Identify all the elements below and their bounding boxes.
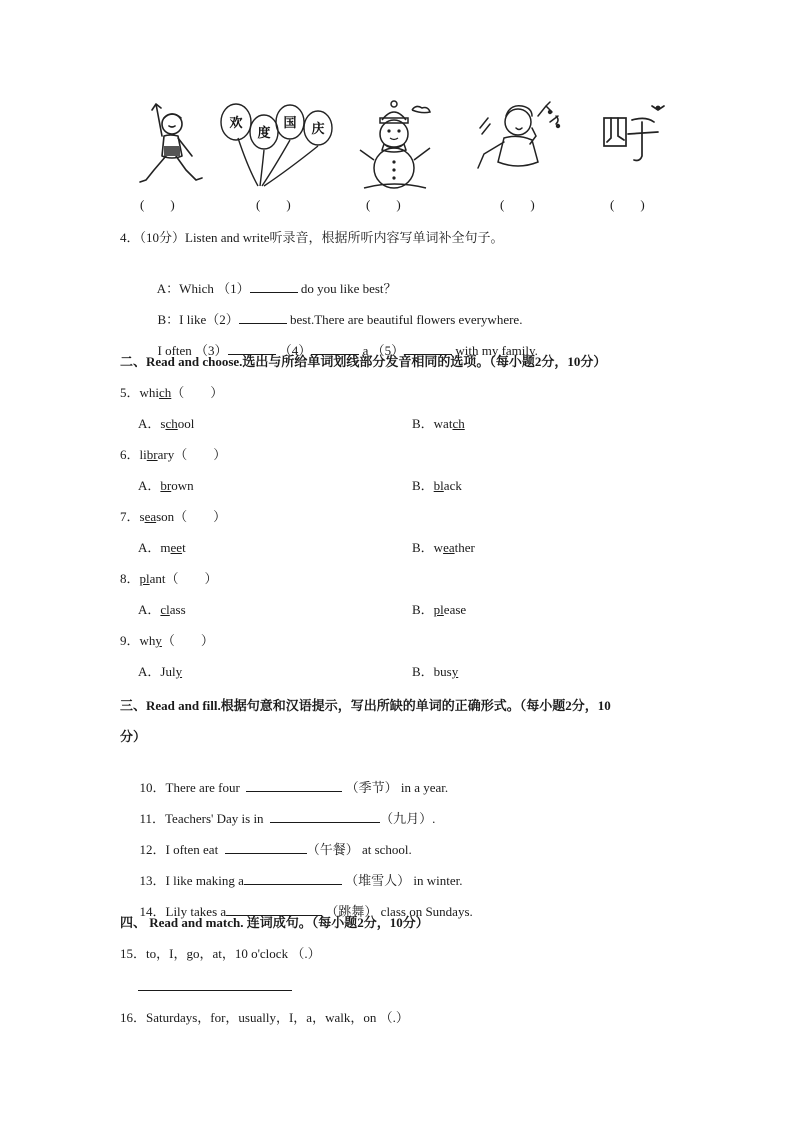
q15: 15．to，I，go，at，10 o'clock （.） xyxy=(120,946,321,961)
option-a[interactable] xyxy=(138,538,186,558)
option-label: B． xyxy=(412,478,434,493)
section2-heading: 二、Read and choose.选出与所给单词划线部分发音相同的选项。（每小题2分，10分） xyxy=(120,354,607,369)
q13-pre: 13．I like making a xyxy=(139,873,244,888)
option-b[interactable] xyxy=(412,538,475,558)
s2-question xyxy=(120,631,214,651)
option-label: B． xyxy=(412,602,434,617)
balloon-char-2: 度 xyxy=(257,126,271,141)
q4-line-c-text xyxy=(138,321,538,381)
word-part: li xyxy=(139,447,147,462)
word-part: own xyxy=(171,478,194,493)
singing-kid-picture xyxy=(476,98,568,178)
q4-line-a-post: do you like best？ xyxy=(297,281,397,296)
underlined-part: bl xyxy=(433,478,444,493)
answer-paren-2: ( ) xyxy=(256,197,291,212)
snowman-picture xyxy=(354,98,436,194)
option-label: B． xyxy=(412,540,434,555)
underlined-part: ee xyxy=(170,540,183,555)
word-part: s xyxy=(139,509,145,524)
answer-paren-1: ( ) xyxy=(140,197,175,212)
s2-question xyxy=(120,383,223,403)
underlined-part: pl xyxy=(139,571,150,586)
s2-question xyxy=(120,445,226,465)
option-a[interactable] xyxy=(138,662,182,682)
section3-heading-cont: 分） xyxy=(120,729,147,744)
word-part: s xyxy=(160,416,166,431)
balloon-char-1: 欢 xyxy=(229,116,243,131)
q4-line-b-pre: B：I like（2） xyxy=(157,312,239,327)
four-seasons-picture xyxy=(598,98,672,168)
balloon-char-3: 国 xyxy=(283,116,297,131)
section3-heading: 三、Read and fill.根据句意和汉语提示，写出所缺的单词的正确形式。（每小题2分，10 xyxy=(120,698,611,713)
q4-line-a-pre: A：Which （1） xyxy=(156,281,250,296)
question-number: 8． xyxy=(120,571,140,586)
option-a[interactable] xyxy=(138,414,194,434)
option-label: A． xyxy=(138,664,161,679)
q10-pre: 10．There are four xyxy=(139,780,244,795)
answer-paren-5: ( ) xyxy=(610,197,645,212)
option-b[interactable] xyxy=(412,476,462,496)
word-part: ease xyxy=(443,602,467,617)
option-b[interactable] xyxy=(412,414,465,434)
answer-paren-3: ( ) xyxy=(366,197,401,212)
underlined-part: ea xyxy=(443,540,455,555)
answer-paren-4: ( ) xyxy=(500,197,535,212)
word-part: wh xyxy=(139,633,156,648)
s2-question xyxy=(120,569,218,589)
underlined-part: y xyxy=(175,664,183,679)
option-label: B． xyxy=(412,416,434,431)
option-label: A． xyxy=(138,416,161,431)
option-a[interactable] xyxy=(138,600,186,620)
q11-hint: （九月） xyxy=(380,811,433,826)
section4-heading: 四、 Read and match. 连词成句。（每小题2分，10分） xyxy=(120,915,429,930)
word-part: whi xyxy=(139,385,160,400)
q11-pre: 11．Teachers' Day is in xyxy=(139,811,267,826)
q14 xyxy=(120,882,473,942)
word-part: ass xyxy=(169,602,186,617)
word-part: ary（ ） xyxy=(157,447,227,462)
underlined-part: ch xyxy=(165,416,178,431)
option-b[interactable] xyxy=(412,662,458,682)
word-part: w xyxy=(433,540,444,555)
q12-post: at school. xyxy=(358,842,412,857)
underlined-part: y xyxy=(451,664,459,679)
option-label: A． xyxy=(138,478,161,493)
q12-hint: （午餐） xyxy=(306,842,359,857)
underlined-part: ea xyxy=(144,509,157,524)
q14-hint: （跳舞） xyxy=(325,904,378,919)
question-number: 6． xyxy=(120,447,140,462)
q12-pre: 12．I often eat xyxy=(139,842,222,857)
question-number: 5． xyxy=(120,385,140,400)
q4-stem: 4．（10分）Listen and write听录音，根据所听内容写单词补全句子。 xyxy=(120,230,504,245)
word-part: m xyxy=(160,540,171,555)
q14-post: class on Sundays. xyxy=(377,904,473,919)
q11-post: . xyxy=(432,811,436,826)
word-part: （ ） xyxy=(161,633,214,648)
q4-line-c-part2: （4） xyxy=(275,343,312,358)
underlined-part: cl xyxy=(160,602,170,617)
option-a[interactable] xyxy=(138,476,194,496)
word-part: ool xyxy=(177,416,195,431)
word-part: ther xyxy=(454,540,475,555)
option-label: A． xyxy=(138,540,161,555)
underlined-part: y xyxy=(155,633,162,648)
underlined-part: br xyxy=(146,447,158,462)
q4-line-c-part1: I often （3） xyxy=(157,343,228,358)
underlined-part: ch xyxy=(452,416,465,431)
underlined-part: br xyxy=(160,478,172,493)
balloon-char-4: 庆 xyxy=(311,122,325,137)
word-part: ant（ ） xyxy=(149,571,218,586)
q10-hint: （季节） xyxy=(345,780,398,795)
q13-hint: （堆雪人） xyxy=(345,873,411,888)
underlined-part: pl xyxy=(433,602,444,617)
s2-question xyxy=(120,507,226,527)
word-part: bus xyxy=(433,664,452,679)
word-part: wat xyxy=(433,416,453,431)
word-part: t xyxy=(182,540,186,555)
balloons-picture xyxy=(218,98,342,194)
q16: 16．Saturdays，for，usually，I，a，walk，on （.） xyxy=(120,1010,409,1025)
picture-row xyxy=(120,98,680,216)
q4-line-b-post: best.There are beautiful flowers everywhere. xyxy=(286,312,523,327)
q13-post: in winter. xyxy=(410,873,463,888)
option-label: A． xyxy=(138,602,161,617)
word-part: son（ ） xyxy=(156,509,227,524)
word-part: （ ） xyxy=(171,385,224,400)
question-number: 9． xyxy=(120,633,140,648)
option-label: B． xyxy=(412,664,434,679)
underlined-part: ch xyxy=(159,385,172,400)
q10-post: in a year. xyxy=(397,780,449,795)
dancing-kid-picture xyxy=(134,98,204,190)
q15-answer-line[interactable] xyxy=(138,990,292,991)
word-part: Jul xyxy=(160,664,176,679)
option-b[interactable] xyxy=(412,600,466,620)
q4-line-c-part4: with my family. xyxy=(452,343,538,358)
question-number: 7． xyxy=(120,509,140,524)
q14-pre: 14．Lily takes a xyxy=(139,904,227,919)
word-part: ack xyxy=(443,478,462,493)
q4-line-c-part3: a （5） xyxy=(359,343,405,358)
